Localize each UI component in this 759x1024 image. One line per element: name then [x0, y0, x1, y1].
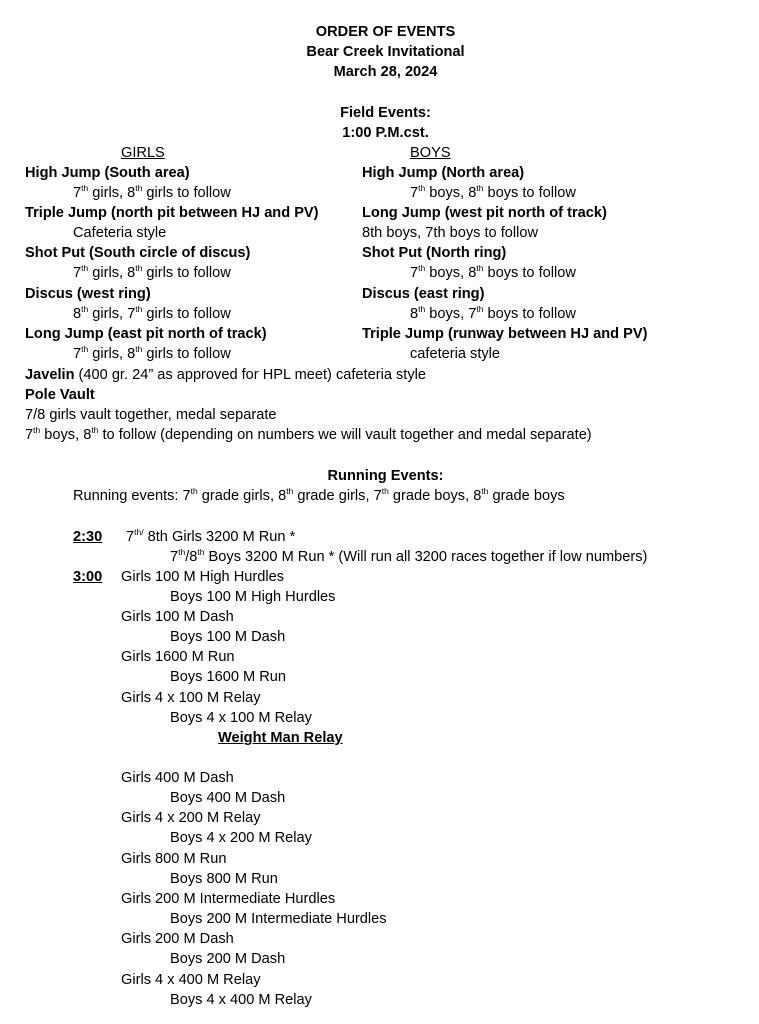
- line-text: grade boys: [488, 488, 565, 504]
- boys-event: Boys 4 x 400 M Relay: [170, 992, 312, 1008]
- girls-event: Girls 4 x 200 M Relay: [121, 810, 261, 826]
- ordinal-suffix: th: [33, 425, 41, 435]
- javelin-label: Javelin: [25, 367, 75, 383]
- girls-event: Girls 400 M Dash: [121, 770, 234, 786]
- ordinal-suffix: th: [81, 263, 89, 273]
- ordinal-number: 8: [83, 427, 92, 443]
- ordinal-number: 7: [126, 529, 135, 545]
- ordinal-suffix: th: [286, 486, 294, 496]
- document-title: ORDER OF EVENTS: [315, 24, 456, 40]
- running-events-heading: Running Events:: [327, 468, 444, 484]
- line-text: 8th Girls 3200 M Run *: [143, 529, 296, 545]
- ordinal-suffix: th: [476, 183, 484, 193]
- javelin-line: [25, 365, 426, 385]
- boys-event: Boys 200 M Dash: [170, 951, 286, 967]
- meet-name: Bear Creek Invitational: [306, 44, 465, 60]
- boys-column-label: BOYS: [410, 145, 451, 161]
- girls-discus-order: [73, 304, 231, 324]
- girls-discus: Discus (west ring): [25, 286, 151, 302]
- girls-event: Girls 100 M Dash: [121, 609, 234, 625]
- ordinal-suffix: th: [476, 263, 484, 273]
- ordinal-number: 8: [127, 185, 136, 201]
- boys-event: Boys 100 M High Hurdles: [170, 589, 336, 605]
- ordinal-number: 8: [468, 265, 477, 281]
- ordinal-suffix: th/: [134, 527, 144, 537]
- ordinal-number: 7: [73, 265, 82, 281]
- girls-event: Girls 100 M High Hurdles: [121, 569, 285, 585]
- girls-shot-put-order: [73, 263, 231, 283]
- meet-date: March 28, 2024: [333, 64, 438, 80]
- line-text: girls,: [88, 306, 128, 322]
- line-text: girls,: [88, 265, 128, 281]
- girls-event: Girls 1600 M Run: [121, 649, 235, 665]
- ordinal-suffix: th: [178, 547, 186, 557]
- line-text: boys,: [40, 427, 84, 443]
- ordinal-number: 8: [127, 265, 136, 281]
- boys-long-jump: Long Jump (west pit north of track): [362, 205, 607, 221]
- line-text: boys,: [425, 185, 469, 201]
- ordinal-number: 8: [473, 488, 482, 504]
- girls-high-jump: High Jump (South area): [25, 165, 190, 181]
- boys-event: Boys 100 M Dash: [170, 629, 286, 645]
- boys-high-jump-order: [410, 183, 576, 203]
- girls-event: Girls 200 M Dash: [121, 931, 234, 947]
- ordinal-number: 8: [189, 549, 198, 565]
- line-text: girls,: [88, 185, 128, 201]
- pole-vault-girls: 7/8 girls vault together, medal separate: [25, 407, 277, 423]
- ordinal-suffix: th: [135, 344, 143, 354]
- girls-triple-jump: Triple Jump (north pit between HJ and PV): [25, 205, 319, 221]
- ordinal-number: 7: [73, 346, 82, 362]
- boys-event: Boys 400 M Dash: [170, 790, 286, 806]
- boys-3200-run: [170, 547, 647, 567]
- ordinal-number: 7: [73, 185, 82, 201]
- time-300: 3:00: [73, 569, 103, 585]
- weight-man-relay: Weight Man Relay: [218, 730, 343, 746]
- ordinal-number: 8: [73, 306, 82, 322]
- ordinal-suffix: th: [418, 304, 426, 314]
- boys-event: Boys 4 x 200 M Relay: [170, 830, 312, 846]
- ordinal-suffix: th: [481, 486, 489, 496]
- ordinal-number: 7: [468, 306, 477, 322]
- ordinal-number: 8: [127, 346, 136, 362]
- boys-shot-put-order: [410, 263, 576, 283]
- ordinal-number: 7: [410, 185, 419, 201]
- line-text: Boys 3200 M Run * (Will run all 3200 races together if low numbers): [204, 549, 648, 565]
- girls-long-jump-order: [73, 344, 231, 364]
- line-text: boys to follow: [483, 185, 576, 201]
- ordinal-number: 7: [127, 306, 136, 322]
- boys-high-jump: High Jump (North area): [362, 165, 525, 181]
- ordinal-suffix: th: [418, 183, 426, 193]
- ordinal-number: 7: [373, 488, 382, 504]
- girls-event: Girls 4 x 400 M Relay: [121, 972, 261, 988]
- boys-discus: Discus (east ring): [362, 286, 485, 302]
- ordinal-suffix: th: [135, 304, 143, 314]
- pole-vault-boys: [25, 425, 592, 445]
- line-text: girls to follow: [142, 306, 231, 322]
- javelin-details: (400 gr. 24” as approved for HPL meet) cafeteria style: [74, 367, 427, 383]
- line-text: boys,: [425, 265, 469, 281]
- girls-event: Girls 4 x 100 M Relay: [121, 690, 261, 706]
- boys-shot-put: Shot Put (North ring): [362, 245, 507, 261]
- ordinal-number: 7: [25, 427, 34, 443]
- line-text: boys to follow: [483, 306, 576, 322]
- line-text: /: [185, 549, 190, 565]
- ordinal-suffix: th: [81, 304, 89, 314]
- line-text: to follow (depending on numbers we will vault together and medal separate): [98, 427, 592, 443]
- ordinal-suffix: th: [190, 486, 198, 496]
- line-text: Running events:: [73, 488, 183, 504]
- boys-event: Boys 1600 M Run: [170, 669, 287, 685]
- girls-long-jump: Long Jump (east pit north of track): [25, 326, 267, 342]
- field-events-heading: Field Events:: [340, 105, 431, 121]
- ordinal-number: 7: [182, 488, 191, 504]
- line-text: girls to follow: [142, 346, 231, 362]
- line-text: girls to follow: [142, 265, 231, 281]
- running-events-order: [73, 486, 565, 506]
- ordinal-suffix: th: [81, 183, 89, 193]
- girls-triple-jump-order: Cafeteria style: [73, 225, 167, 241]
- ordinal-number: 7: [410, 265, 419, 281]
- boys-event: Boys 800 M Run: [170, 871, 278, 887]
- girls-event: Girls 800 M Run: [121, 851, 227, 867]
- ordinal-number: 8: [278, 488, 287, 504]
- girls-shot-put: Shot Put (South circle of discus): [25, 245, 251, 261]
- ordinal-suffix: th: [135, 183, 143, 193]
- line-text: boys to follow: [483, 265, 576, 281]
- ordinal-number: 8: [410, 306, 419, 322]
- boys-event: Boys 4 x 100 M Relay: [170, 710, 312, 726]
- ordinal-number: 7: [170, 549, 179, 565]
- line-text: grade girls,: [197, 488, 279, 504]
- boys-triple-jump-order: cafeteria style: [410, 346, 501, 362]
- field-events-time: 1:00 P.M.cst.: [342, 125, 429, 141]
- boys-triple-jump: Triple Jump (runway between HJ and PV): [362, 326, 648, 342]
- boys-discus-order: [410, 304, 576, 324]
- ordinal-suffix: th: [135, 263, 143, 273]
- line-text: girls to follow: [142, 185, 231, 201]
- boys-event: Boys 200 M Intermediate Hurdles: [170, 911, 387, 927]
- ordinal-suffix: th: [381, 486, 389, 496]
- line-text: boys,: [425, 306, 469, 322]
- line-text: girls,: [88, 346, 128, 362]
- ordinal-suffix: th: [418, 263, 426, 273]
- time-230: 2:30: [73, 529, 103, 545]
- girls-3200-run: [126, 527, 295, 547]
- ordinal-suffix: th: [476, 304, 484, 314]
- girls-column-label: GIRLS: [121, 145, 165, 161]
- boys-long-jump-order: 8th boys, 7th boys to follow: [362, 225, 539, 241]
- line-text: grade boys,: [388, 488, 474, 504]
- girls-high-jump-order: [73, 183, 231, 203]
- ordinal-suffix: th: [197, 547, 205, 557]
- ordinal-number: 8: [468, 185, 477, 201]
- ordinal-suffix: th: [81, 344, 89, 354]
- line-text: grade girls,: [293, 488, 374, 504]
- girls-event: Girls 200 M Intermediate Hurdles: [121, 891, 336, 907]
- ordinal-suffix: th: [91, 425, 99, 435]
- pole-vault-label: Pole Vault: [25, 387, 95, 403]
